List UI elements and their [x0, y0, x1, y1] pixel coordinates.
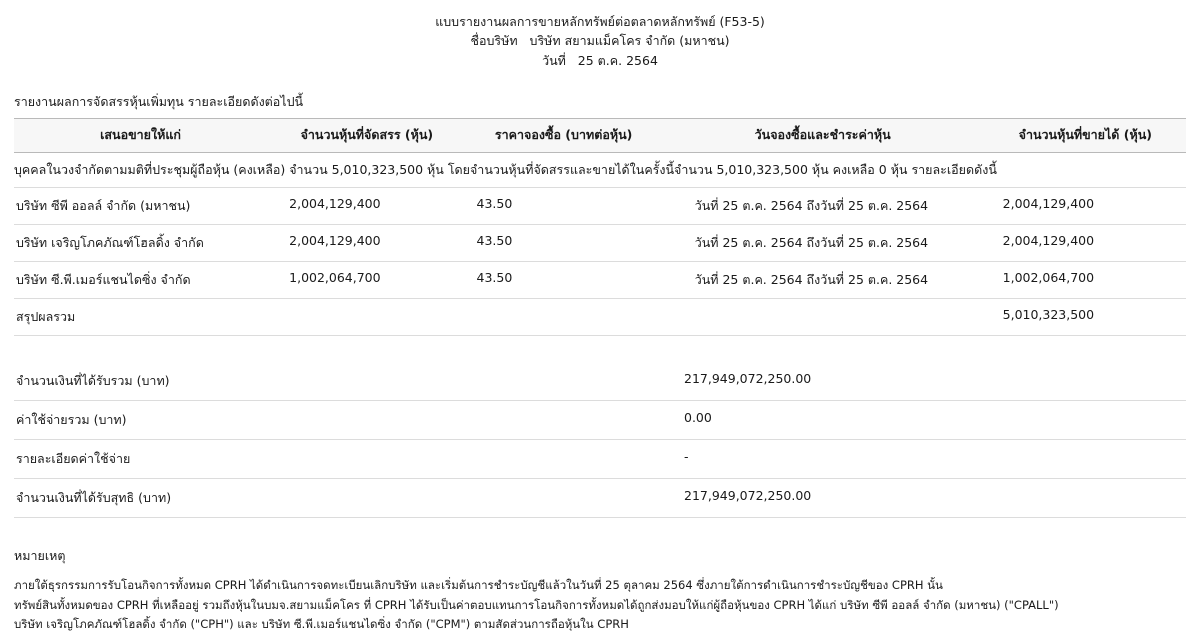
- column-header-offered-to: เสนอขายให้แก่: [14, 119, 267, 153]
- row-shares-sold: 2,004,129,400: [985, 188, 1186, 225]
- row-name: บริษัท ซี.พี.เมอร์แชนไดซิ่ง จำกัด: [14, 262, 267, 299]
- allocation-table: [14, 118, 1186, 336]
- total-shares-sold: 5,010,323,500: [985, 299, 1186, 336]
- column-header-shares-sold: จำนวนหุ้นที่ขายได้ (หุ้น): [985, 119, 1186, 153]
- summary-row: [14, 440, 1186, 479]
- summary-value: 217,949,072,250.00: [680, 362, 1186, 401]
- column-header-subscription-price: ราคาจองซื้อ (บาทต่อหุ้น): [467, 119, 661, 153]
- row-price: 43.50: [467, 188, 661, 225]
- column-header-allocated-shares: จำนวนหุ้นที่จัดสรร (หุ้น): [267, 119, 466, 153]
- summary-label: ค่าใช้จ่ายรวม (บาท): [14, 401, 680, 440]
- total-price: [467, 299, 661, 336]
- summary-label: จำนวนเงินที่ได้รับสุทธิ (บาท): [14, 479, 680, 518]
- table-row: [14, 188, 1186, 225]
- summary-value: -: [680, 440, 1186, 479]
- row-price: 43.50: [467, 262, 661, 299]
- summary-value: 217,949,072,250.00: [680, 479, 1186, 518]
- total-label: สรุปผลรวม: [14, 299, 267, 336]
- table-total-row: [14, 299, 1186, 336]
- allocation-table-head: [14, 119, 1186, 153]
- total-dates: [661, 299, 985, 336]
- remarks-title: หมายเหตุ: [14, 548, 66, 564]
- row-dates: วันที่ 25 ต.ค. 2564 ถึงวันที่ 25 ต.ค. 2564: [661, 225, 985, 262]
- column-header-subscription-dates: วันจองซื้อและชำระค่าหุ้น: [661, 119, 985, 153]
- row-shares-sold: 1,002,064,700: [985, 262, 1186, 299]
- row-shares-sold: 2,004,129,400: [985, 225, 1186, 262]
- table-note-row: [14, 153, 1186, 188]
- document-title: แบบรายงานผลการขายหลักทรัพย์ต่อตลาดหลักทรัพย์ (F53-5): [435, 14, 765, 29]
- row-allocated-shares: 1,002,064,700: [267, 262, 466, 299]
- summary-row: [14, 479, 1186, 518]
- summary-value: 0.00: [680, 401, 1186, 440]
- row-dates: วันที่ 25 ต.ค. 2564 ถึงวันที่ 25 ต.ค. 2564: [661, 188, 985, 225]
- row-price: 43.50: [467, 225, 661, 262]
- company-name-line: ชื่อบริษัท บริษัท สยามแม็คโคร จำกัด (มหาชน): [470, 33, 730, 49]
- remarks-line: บริษัท เจริญโภคภัณฑ์โฮลดิ้ง จำกัด ("CPH") และ บริษัท ซี.พี.เมอร์แชนไดซิ่ง จำกัด ("CPM") ตามสัดส่วนการถือหุ้นใน CPRH: [14, 617, 629, 632]
- summary-table: [14, 362, 1186, 518]
- row-allocated-shares: 2,004,129,400: [267, 225, 466, 262]
- row-dates: วันที่ 25 ต.ค. 2564 ถึงวันที่ 25 ต.ค. 2564: [661, 262, 985, 299]
- allocation-table-body: [14, 153, 1186, 336]
- remarks-line: ภายใต้ธุรกรรมการรับโอนกิจการทั้งหมด CPRH ได้ดำเนินการจดทะเบียนเลิกบริษัท และเริ่มต้นการชำระบัญชีแล้วในวันที่ 25 ตุลาคม 2564 ซึ่งภายใต้การดำเนินการชำระบัญชีของ CPRH นั้น: [14, 578, 943, 593]
- summary-label: รายละเอียดค่าใช้จ่าย: [14, 440, 680, 479]
- allocation-table-header-row: [14, 119, 1186, 153]
- summary-table-body: [14, 362, 1186, 518]
- summary-label: จำนวนเงินที่ได้รับรวม (บาท): [14, 362, 680, 401]
- remarks-line: ทรัพย์สินทั้งหมดของ CPRH ที่เหลืออยู่ รวมถึงหุ้นในบมจ.สยามแม็คโคร ที่ CPRH ได้รับเป็นค่าตอบแทนการโอนกิจการทั้งหมดได้ถูกส่งมอบให้แก่ผู้ถือหุ้นของ CPRH ได้แก่ บริษัท ซีพี ออลล์ จำกัด (มหาชน) ("CPALL"): [14, 597, 1059, 612]
- total-allocated-shares: [267, 299, 466, 336]
- summary-row: [14, 362, 1186, 401]
- row-name: บริษัท เจริญโภคภัณฑ์โฮลดิ้ง จำกัด: [14, 225, 267, 262]
- table-row: [14, 225, 1186, 262]
- document-header: [0, 0, 1200, 70]
- row-name: บริษัท ซีพี ออลล์ จำกัด (มหาชน): [14, 188, 267, 225]
- summary-row: [14, 401, 1186, 440]
- remarks-body: [14, 576, 1174, 635]
- table-row: [14, 262, 1186, 299]
- intro-text: รายงานผลการจัดสรรหุ้นเพิ่มทุน รายละเอียดดังต่อไปนี้: [14, 94, 304, 110]
- row-allocated-shares: 2,004,129,400: [267, 188, 466, 225]
- table-note-text: บุคคลในวงจำกัดตามมติที่ประชุมผู้ถือหุ้น (คงเหลือ) จำนวน 5,010,323,500 หุ้น โดยจำนวนหุ้นที่จัดสรรและขายได้ในครั้งนี้จำนวน 5,010,323,500 หุ้น คงเหลือ 0 หุ้น รายละเอียดดังนี้: [14, 153, 1186, 188]
- report-date-line: วันที่ 25 ต.ค. 2564: [542, 52, 658, 68]
